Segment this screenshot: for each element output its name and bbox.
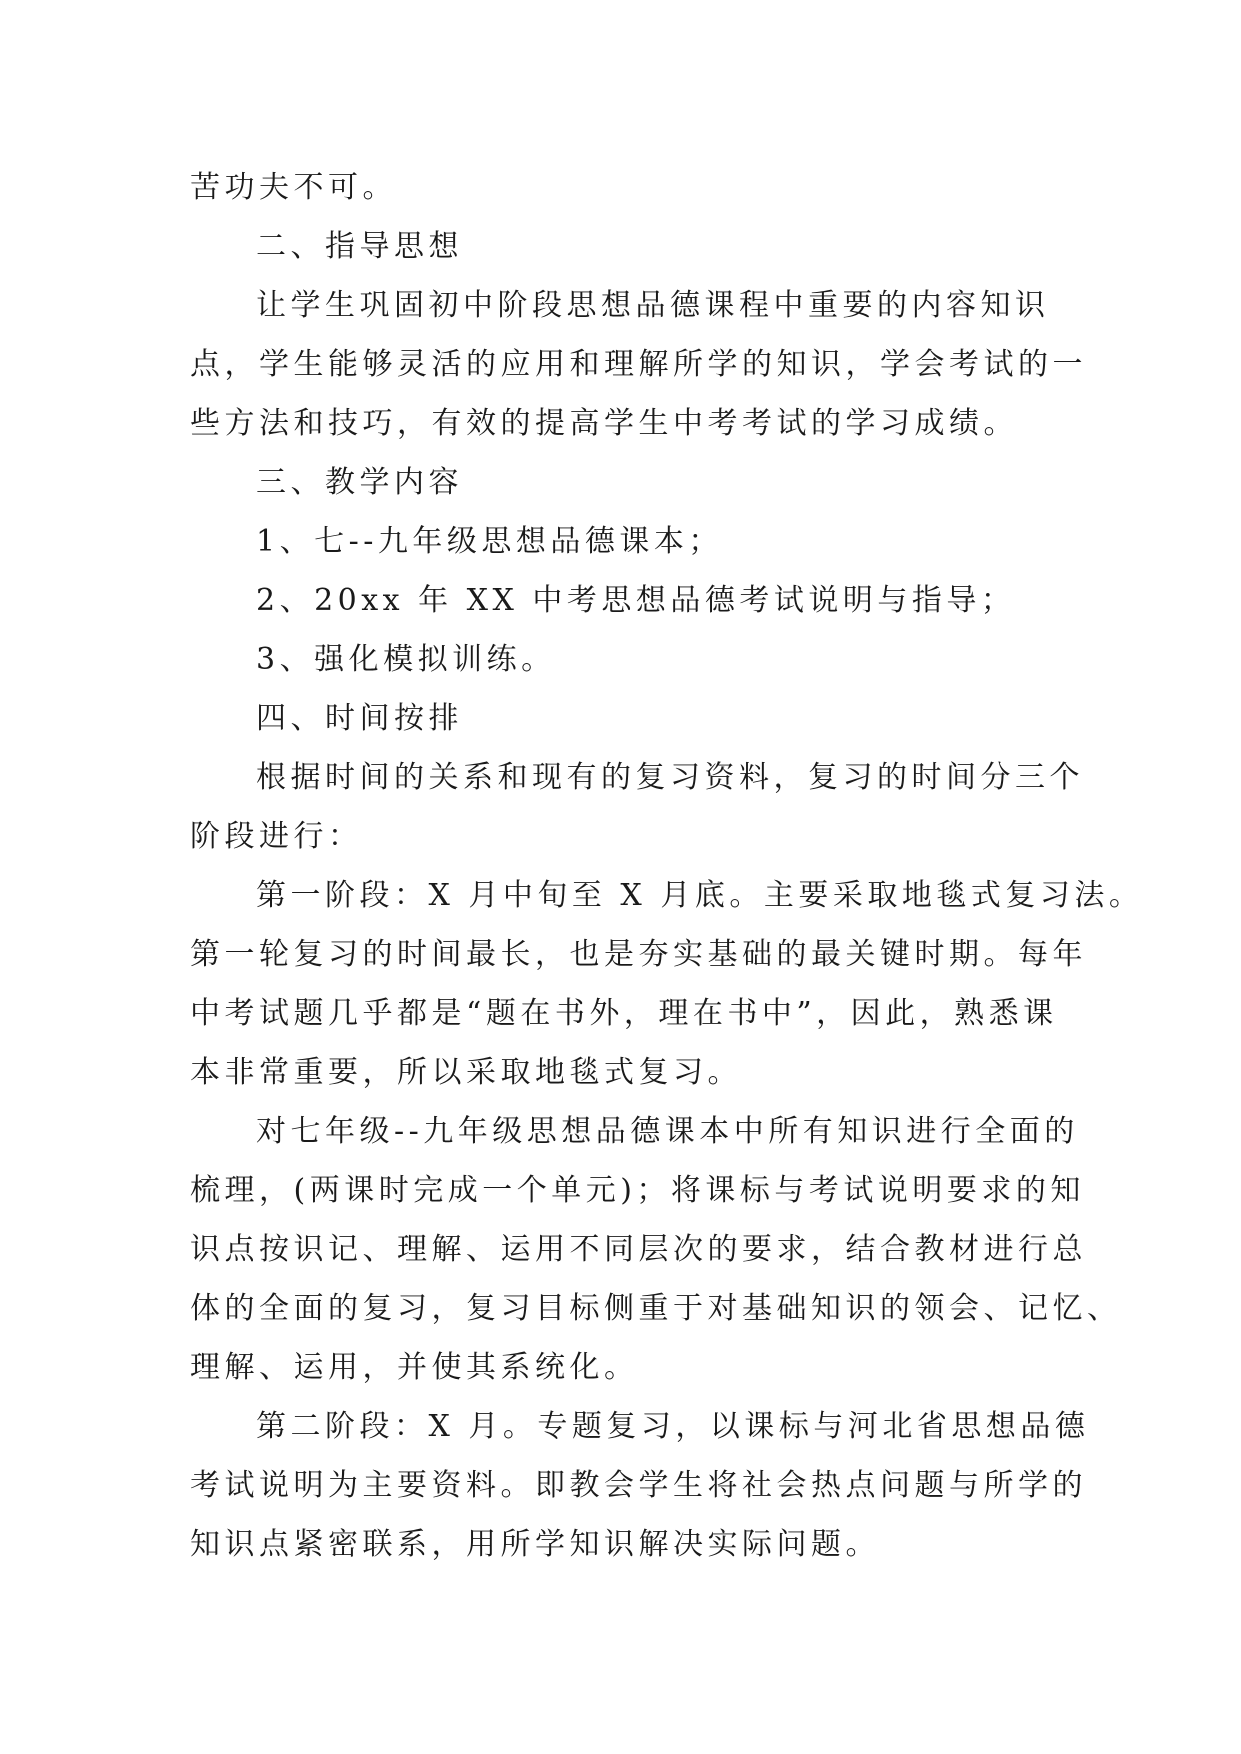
body-text-line: 本非常重要，所以采取地毯式复习。 [190,1055,742,1090]
list-item: 3、强化模拟训练。 [256,642,556,677]
document-body [190,158,1144,1574]
body-text-line: 些方法和技巧，有效的提高学生中考考试的学习成绩。 [190,406,1018,441]
body-text-line: 苦功夫不可。 [190,170,397,205]
body-text-line: 点，学生能够灵活的应用和理解所学的知识，学会考试的一 [190,347,1087,382]
body-text-line: 对七年级--九年级思想品德课本中所有知识进行全面的 [256,1114,1079,1149]
body-text-line: 阶段进行： [190,819,363,854]
body-text-line: 体的全面的复习，复习目标侧重于对基础知识的领会、记忆、 [190,1291,1122,1326]
section-heading: 三、教学内容 [256,465,463,500]
body-text-line: 考试说明为主要资料。即教会学生将社会热点问题与所学的 [190,1468,1087,1503]
body-text-line: 识点按识记、理解、运用不同层次的要求，结合教材进行总 [190,1232,1087,1267]
body-text-line: 梳理，(两课时完成一个单元)；将课标与考试说明要求的知 [190,1173,1085,1208]
body-text-line: 第一轮复习的时间最长，也是夯实基础的最关键时期。每年 [190,937,1087,972]
section-heading: 四、时间按排 [256,701,463,736]
body-text-line: 理解、运用，并使其系统化。 [190,1350,639,1385]
list-item: 2、20xx 年 XX 中考思想品德考试说明与指导； [256,583,1016,618]
body-text-line: 第二阶段：X 月。专题复习，以课标与河北省思想品德 [256,1409,1090,1444]
body-text-line: 知识点紧密联系，用所学知识解决实际问题。 [190,1527,880,1562]
list-item: 1、七--九年级思想品德课本； [256,524,723,559]
body-text-line: 中考试题几乎都是“题在书外，理在书中”，因此，熟悉课 [190,996,1058,1031]
body-text-line: 第一阶段：X 月中旬至 X 月底。主要采取地毯式复习法。 [256,878,1144,913]
body-text-line: 根据时间的关系和现有的复习资料，复习的时间分三个 [256,760,1084,795]
section-heading: 二、指导思想 [256,229,463,264]
body-text-line: 让学生巩固初中阶段思想品德课程中重要的内容知识 [256,288,1050,323]
